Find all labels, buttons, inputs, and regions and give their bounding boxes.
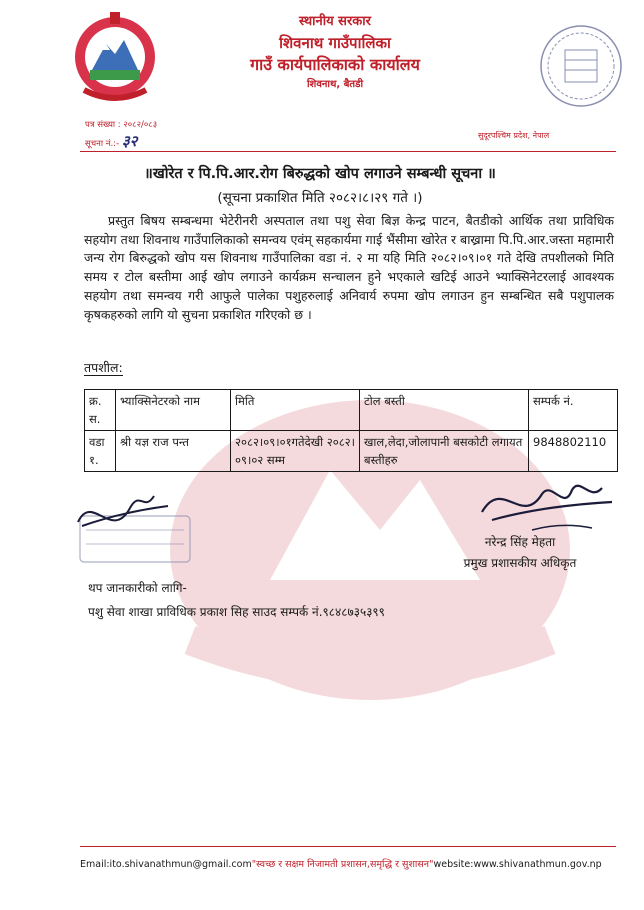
table-row <box>85 431 618 472</box>
notice-published-date: (सूचना प्रकाशित मिति २०८२।८।२९ गते ।) <box>217 190 423 206</box>
reference-numbers <box>85 117 157 152</box>
footer-slogan: "स्वच्छ र सक्षम निजामती प्रशासन,समृद्धि र सुशासन" <box>251 859 434 870</box>
office-address: शिवनाथ, बैतडी <box>306 79 364 90</box>
office-name: गाउँ कार्यपालिकाको कार्यालय <box>250 55 420 74</box>
contact-line: पशु सेवा शाखा प्राविधिक प्रकाश सिह साउद सम्पर्क नं.९८४८७३५३९९ <box>88 605 385 619</box>
vaccination-schedule-table <box>84 389 618 472</box>
cell-area: खाल,लेदा,जोलापानी बसकोटी लगायत बस्तीहरु <box>360 431 529 472</box>
footer-divider <box>80 846 616 847</box>
notice-number-label: सूचना नं.:- <box>85 139 120 149</box>
government-label: स्थानीय सरकार <box>299 14 371 29</box>
details-heading: तपशील: <box>84 360 123 375</box>
col-header-sn: क्र. स. <box>85 390 116 431</box>
province-label: सुदूरपश्चिम प्रदेश, नेपाल <box>478 131 550 140</box>
col-header-date: मिति <box>231 390 360 431</box>
contact-label: थप जानकारीको लागि- <box>88 581 187 595</box>
municipality-name: शिवनाथ गाउँपालिका <box>279 34 391 52</box>
signatory-block <box>445 532 595 574</box>
cell-vaccinator-name: श्री यज्ञ राज पन्त <box>116 431 231 472</box>
letterhead-footer <box>80 857 640 870</box>
left-signature-and-stamp <box>72 482 202 582</box>
letter-number-value: २०८२/०८३ <box>123 120 158 130</box>
col-header-vaccinator: भ्याक्सिनेटरको नाम <box>116 390 231 431</box>
footer-website[interactable]: website:www.shivanathmun.gov.np <box>433 859 602 870</box>
notice-number-value: ३२ <box>121 132 138 150</box>
col-header-contact: सम्पर्क नं. <box>529 390 618 431</box>
cell-date-range: २०८२।०९।०१गतेदेखी २०८२।०९।०२ सम्म <box>231 431 360 472</box>
header-divider <box>80 151 616 152</box>
official-seal-stamp <box>535 22 627 110</box>
notice-number-row <box>85 133 157 152</box>
col-header-area: टोल बस्ती <box>360 390 529 431</box>
contact-info <box>88 576 385 624</box>
signatory-title: प्रमुख प्रशासकीय अधिकृत <box>463 556 577 570</box>
table-header-row <box>85 390 618 431</box>
footer-email[interactable]: Email:ito.shivanathmun@gmail.com <box>80 859 252 870</box>
notice-title: ॥खोरेत र पि.पि.आर.रोग बिरुद्धको खोप लगाउने सम्बन्धी सूचना ॥ <box>144 166 496 182</box>
nepal-emblem-logo <box>70 10 160 105</box>
signatory-name: नरेन्द्र सिंह मेहता <box>484 535 556 549</box>
cell-contact-number: 9848802110 <box>529 431 618 472</box>
cell-sn: वडा १. <box>85 431 116 472</box>
notice-body: प्रस्तुत बिषय सम्बन्धमा भेटेरीनरी अस्पताल तथा पशु सेवा बिज्ञ केन्द्र पाटन, बैतडीको आर्थिक तथा प्राविधिक सहयोग तथा शिवनाथ गाउँपालिकाको समन्वय एवंम् सहकार्यमा गाई भैंसीमा खोरेत र बाख्रामा पि.पि.आर.जस्ता महामारी जन्य रोग बिरुद्धको खोप यस शिवनाथ गाउँपालिका वडा नं. २ मा यहि मिति २०८२।०९।०१ गते देखि तपशीलको मिति समय र टोल बस्तीमा आई खोप लगाउने कार्यक्रम सन्चालन हुने भएकाले खटिई आउने भ्याक्सिनेटरलाई आवश्यक सहयोग तथा समन्वय गरी आफुले पालेका पशुहरुलाई अनिवार्य रुपमा खोप लगाउन हुन सम्बन्धित सबै पशुपालक कृषकहरुको लागि यो सुचना प्रकाशित गरिएको छ । <box>84 213 614 322</box>
letterhead-header <box>230 12 440 94</box>
letter-number-label: पत्र संख्या : <box>85 120 121 130</box>
letter-number-row <box>85 117 157 133</box>
